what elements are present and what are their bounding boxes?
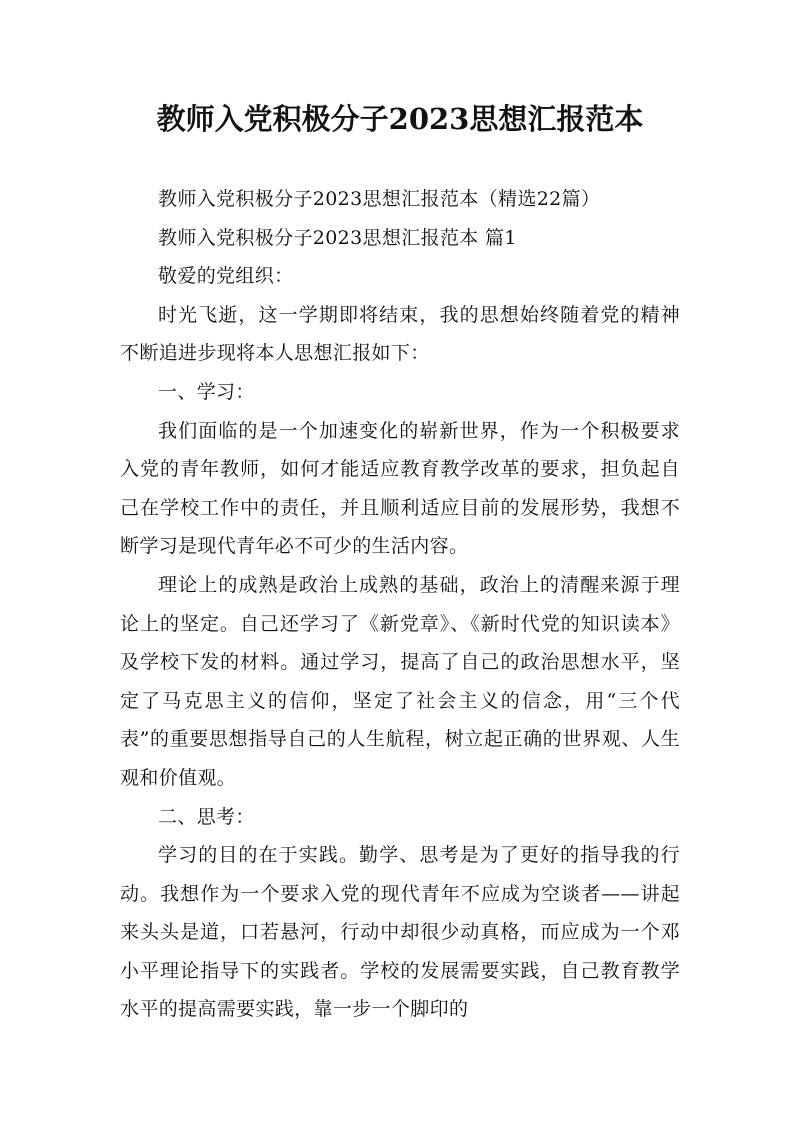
- document-body: [120, 180, 680, 1029]
- body-paragraph: 学习的目的在于实践。勤学、思考是为了更好的指导我的行动。我想作为一个要求入党的现代青年不应成为空谈者——讲起来头头是道，口若悬河，行动中却很少动真格，而应成为一个邓小平理论指导下的实践者。学校的发展需要实践，自己教育教学水平的提高需要实践，靠一步一个脚印的: [120, 844, 680, 1021]
- subsection-heading: 二、思考：: [158, 805, 255, 828]
- body-paragraph: 时光飞逝，这一学期即将结束，我的思想始终随着党的精神不断追进步现将本人思想汇报如下：: [120, 303, 680, 365]
- body-paragraph: 理论上的成熟是政治上成熟的基础，政治上的清醒来源于理论上的坚定。自己还学习了《新党章》、《新时代党的知识读本》及学校下发的材料。通过学习，提高了自己的政治思想水平，坚定了马克思主义的信仰，坚定了社会主义的信念，用“三个代表”的重要思想指导自己的人生航程，树立起正确的世界观、人生观和价值观。: [120, 573, 680, 789]
- subsection-heading: 一、学习：: [158, 380, 255, 403]
- section-heading: 教师入党积极分子2023思想汇报范本 篇1: [158, 226, 517, 249]
- salutation: 敬爱的党组织：: [158, 265, 294, 288]
- document-title: 教师入党积极分子2023思想汇报范本: [156, 102, 644, 136]
- subtitle-paragraph: 教师入党积极分子2023思想汇报范本（精选22篇）: [158, 188, 601, 210]
- body-paragraph: 我们面临的是一个加速变化的崭新世界，作为一个积极要求入党的青年教师，如何才能适应教育教学改革的要求，担负起自己在学校工作中的责任，并且顺利适应目前的发展形势，我想不断学习是现代青年必不可少的生活内容。: [120, 419, 680, 558]
